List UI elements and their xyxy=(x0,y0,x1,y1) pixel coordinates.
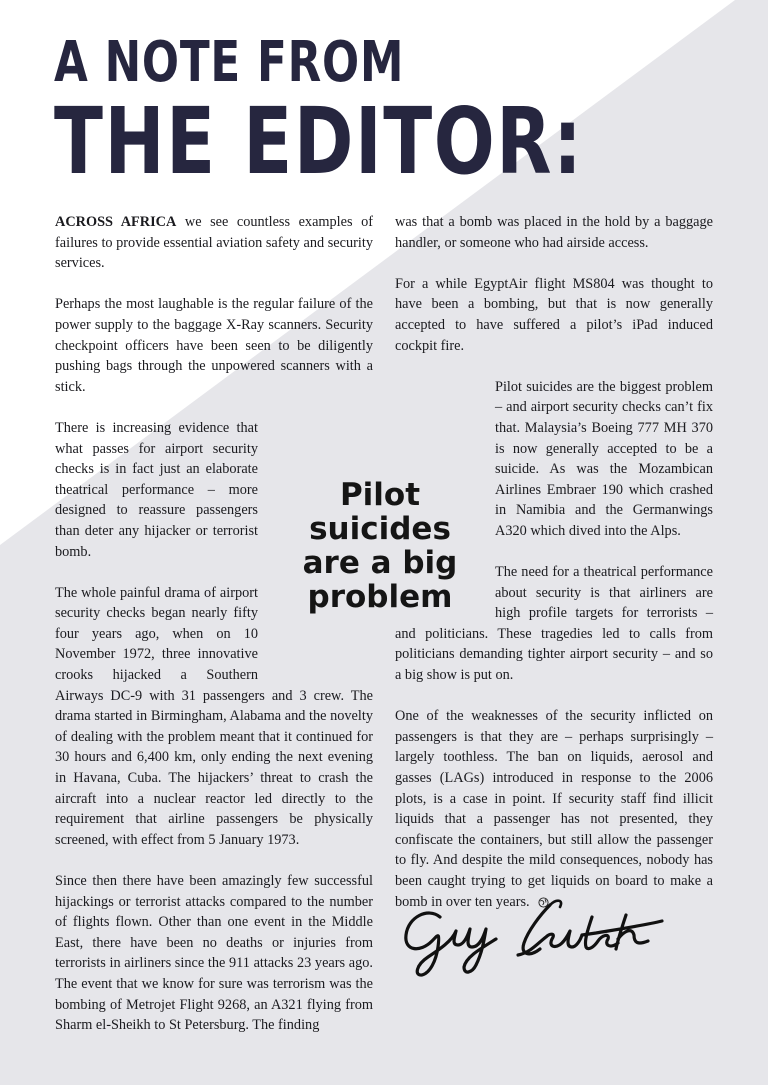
page-heading xyxy=(54,28,733,195)
pullquote-line: are a big xyxy=(302,545,458,581)
heading-line-1: A NOTE FROM xyxy=(54,30,405,95)
signature xyxy=(400,895,665,980)
paragraph: Since then there have been amazingly few successful hijackings or terrorist attacks compared to the number of flights flown. Other than one event in the Middle East, there have been no deaths or injuries from terrorists in airliners since the 911 attacks 23 years ago. The event that we know for sure was terrorism was the bombing of Metrojet Flight 9268, an A321 flying from Sharm el-Sheikh to St Petersburg. The finding xyxy=(55,873,373,1034)
paragraph: There is increasing evidence that what passes for airport security checks is in fact just an elaborate theatrical performance – more designed to reassure passengers than deter any hijacker or terrorist bomb. xyxy=(55,419,258,560)
paragraph xyxy=(395,706,713,912)
pullquote xyxy=(296,478,464,614)
paragraph xyxy=(55,212,373,274)
paragraph: For a while EgyptAir flight MS804 was thought to have been a bombing, but that is now generally accepted to have suffered a pilot’s iPad induced cockpit fire. xyxy=(395,275,713,354)
paragraph: was that a bomb was placed in the hold by a baggage handler, or someone who had airside access. xyxy=(395,214,713,251)
pullquote-line: problem xyxy=(307,579,453,615)
paragraph: Pilot suicides are the biggest problem – and airport security checks can’t fix that. Malaysia’s Boeing 777 MH 370 is now generally accepted to be a suicide. As was the Mozambican Airlines Embraer 190 which crashed in Namibia and the Germanwings A320 which dived into the Alps. xyxy=(495,378,713,539)
paragraph: The whole painful drama of airport security checks began nearly fifty four years ago, when on 10 November 1972, three innovative crooks hijacked a Southern Airways DC-9 with 31 passengers and 3 crew. The drama started in Birmingham, Alabama and the novelty of dealing with the problem meant that it continued for 30 hours and 6,400 km, only ending the next evening in Havana, Cuba. The hijackers’ threat to crash the aircraft into a nuclear reactor led directly to the requirement that airline passengers be physically screened, with effect from 5 January 1973. xyxy=(55,584,373,848)
paragraph: Perhaps the most laughable is the regular failure of the power supply to the baggage X-Ray scanners. Security checkpoint officers have been seen to be diligently pushing bags through the unpowered scanners with a stick. xyxy=(55,296,373,395)
paragraph: The need for a theatrical performance about security is that airliners are high profile targets for terrorists – and politicians. These tragedies led to calls from politicians demanding tighter airport security – and so a big show is put on. xyxy=(395,564,713,684)
left-column xyxy=(55,212,373,1056)
paragraph-text: One of the weaknesses of the security inflicted on passengers is that they are – perhaps surprisingly – largely toothless. The ban on liquids, aerosol and gasses (LAGs) introduced in response to the 2006 plots, is a case in point. If security staff find illicit liquids that a passenger has not presented, they confiscate the containers, but still allow the passenger to fly. And despite the mild consequences, nobody has been caught trying to get liquids on board to make a bomb in over ten years. xyxy=(395,708,713,910)
heading-line-2: THE EDITOR: xyxy=(54,88,584,195)
pullquote-line: Pilot xyxy=(339,477,421,513)
pullquote-line: suicides xyxy=(309,511,451,547)
paragraph-text: we see countless examples of failures to provide essential aviation safety and security services. xyxy=(55,214,374,272)
lead-in: ACROSS AFRICA xyxy=(55,214,177,230)
